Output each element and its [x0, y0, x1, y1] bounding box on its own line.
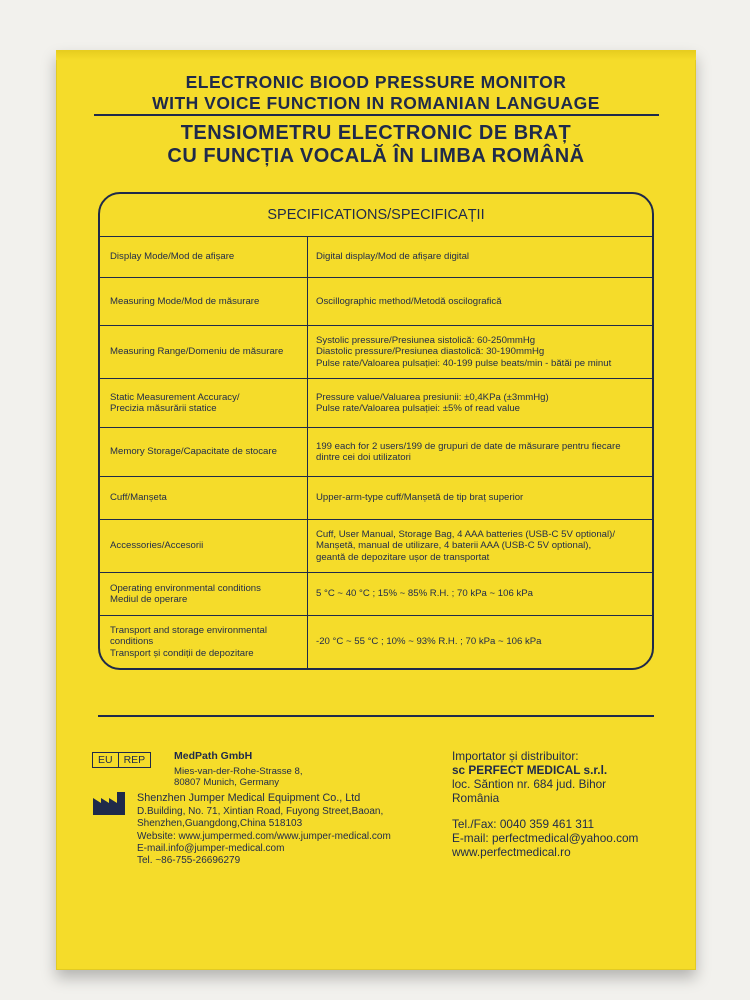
manufacturer-website: Website: www.jumpermed.com/www.jumper-medical.com [137, 830, 391, 842]
spec-value-cell [308, 573, 652, 615]
spec-value-line: -20 °C ~ 55 °C ; 10% ~ 93% R.H. ; 70 kPa ~ 106 kPa [316, 636, 542, 648]
spec-value-line: dintre cei doi utilizatori [316, 452, 411, 463]
spec-label-line: conditions [110, 636, 154, 648]
importer-heading: Importator și distribuitor: [452, 749, 579, 763]
section-divider [98, 715, 654, 717]
eu-representative-address: Mies-van-der-Rohe-Strasse 8, [174, 765, 303, 777]
spec-row [100, 616, 652, 669]
spec-label-line: Precizia măsurării statice [110, 403, 217, 414]
spec-label-cell [100, 477, 308, 519]
spec-value-line: Manșetă, manual de utilizare, 4 baterii AAA (USB-C 5V optional), [316, 540, 592, 552]
title-romanian-line2: CU FUNCȚIA VOCALĂ ÎN LIMBA ROMÂNĂ [167, 145, 585, 167]
spec-label-line: Cuff/Manșeta [110, 492, 167, 504]
spec-label-line: Measuring Range/Domeniu de măsurare [110, 346, 284, 358]
eu-representative-city: 80807 Munich, Germany [174, 777, 280, 788]
specifications-heading: SPECIFICATIONS/SPECIFICAȚII [100, 194, 652, 237]
eu-rep-eu: EU [93, 753, 119, 767]
spec-row [100, 326, 652, 379]
spec-value-cell [308, 326, 652, 378]
importer-email: E-mail: perfectmedical@yahoo.com [452, 831, 639, 845]
spec-label-cell [100, 669, 308, 670]
spec-value-cell [308, 477, 652, 519]
spec-label-cell [100, 379, 308, 427]
spec-label-line: Accessories/Accesorii [110, 540, 204, 552]
spec-label-line: Mediul de operare [110, 594, 188, 605]
manufacturer-email: E-mail.info@jumper-medical.com [137, 842, 285, 854]
eu-rep-symbol [92, 752, 151, 768]
spec-label-cell [100, 237, 308, 277]
spec-value-cell [308, 237, 652, 277]
manufacturer-address-1: D.Building, No. 71, Xintian Road, Fuyong Street,Baoan, [137, 806, 384, 818]
manufacturer-address-2: Shenzhen,Guangdong,China 518103 [137, 818, 303, 830]
importer-country: România [452, 791, 500, 805]
spec-value-line: 5 °C ~ 40 °C ; 15% ~ 85% R.H. ; 70 kPa ~ 106 kPa [316, 588, 533, 600]
title-english-line1: ELECTRONIC BIOOD PRESSURE MONITOR [185, 72, 567, 92]
eu-representative [174, 751, 303, 789]
spec-value-cell [308, 669, 652, 670]
manufacturer-icon [92, 790, 128, 816]
spec-label-line: Transport și condiții de depozitare [110, 647, 254, 659]
spec-row [100, 278, 652, 326]
title-english-line2: WITH VOICE FUNCTION IN ROMANIAN LANGUAGE [152, 93, 600, 113]
spec-row [100, 428, 652, 477]
spec-value-cell [308, 428, 652, 476]
spec-value-line: Diastolic pressure/Presiunea diastolică: 30-190mmHg [316, 346, 545, 358]
spec-label-line: Display Mode/Mod de afișare [110, 251, 235, 263]
spec-row [100, 573, 652, 616]
spec-label-line: Memory Storage/Capacitate de stocare [110, 446, 277, 458]
eu-representative-name: MedPath GmbH [174, 750, 253, 762]
title-divider [94, 114, 659, 116]
spec-label-cell [100, 573, 308, 615]
spec-value-line: 199 each for 2 users/199 de grupuri de date de măsurare pentru fiecare [316, 440, 621, 452]
spec-label-cell [100, 428, 308, 476]
title-romanian-line1: TENSIOMETRU ELECTRONIC DE BRAȚ [180, 122, 572, 144]
spec-value-line: geantă de depozitare ușor de transportat [316, 551, 490, 563]
spec-label-cell [100, 520, 308, 572]
spec-label-cell [100, 278, 308, 325]
spec-row [100, 477, 652, 520]
manufacturer-info [137, 792, 391, 867]
specifications-rows [100, 237, 652, 670]
spec-row [100, 379, 652, 428]
manufacturer-phone: Tel. ~86-755-26696279 [137, 855, 241, 867]
spec-row [100, 237, 652, 278]
spec-value-cell [308, 616, 652, 668]
spec-value-line: Upper-arm-type cuff/Manșetă de tip braț superior [316, 492, 524, 504]
importer-address: loc. Săntion nr. 684 jud. Bihor [452, 777, 607, 791]
spec-value-line: Oscillographic method/Metodă oscilografică [316, 295, 502, 307]
importer-phone: Tel./Fax: 0040 359 461 311 [452, 817, 595, 831]
spec-row [100, 520, 652, 573]
spec-label-cell [100, 616, 308, 668]
importer-website: www.perfectmedical.ro [452, 845, 571, 859]
spec-value-line: Pulse rate/Valoarea pulsației: 40-199 pulse beats/min - bătăi pe minut [316, 357, 612, 369]
spec-label-line: Measuring Mode/Mod de măsurare [110, 295, 260, 307]
product-box [56, 50, 696, 970]
title-romanian [56, 122, 696, 168]
spec-value-cell [308, 379, 652, 427]
manufacturer-name: Shenzhen Jumper Medical Equipment Co., Ltd [137, 792, 361, 804]
spec-label-line: Transport and storage environmental [110, 624, 267, 636]
spec-value-line: Cuff, User Manual, Storage Bag, 4 AAA batteries (USB-C 5V optional)/ [316, 528, 615, 540]
importer-company: sc PERFECT MEDICAL s.r.l. [452, 763, 608, 777]
spec-label-line: Static Measurement Accuracy/ [110, 391, 240, 403]
spec-label-line: Operating environmental conditions [110, 582, 261, 594]
spec-value-cell [308, 520, 652, 572]
spec-value-line: Pulse rate/Valoarea pulsației: ±5% of read value [316, 403, 521, 414]
spec-value-cell [308, 278, 652, 325]
importer-info [452, 749, 638, 859]
spec-value-line: Systolic pressure/Presiunea sistolică: 60-250mmHg [316, 334, 536, 346]
specifications-table [98, 192, 654, 670]
title-english [56, 72, 696, 114]
spec-row [100, 669, 652, 670]
spec-label-cell [100, 326, 308, 378]
eu-rep-rep: REP [123, 754, 146, 766]
spec-value-line: Pressure value/Valuarea presiunii: ±0,4KPa (±3mmHg) [316, 391, 549, 403]
spec-value-line: Digital display/Mod de afișare digital [316, 251, 470, 263]
